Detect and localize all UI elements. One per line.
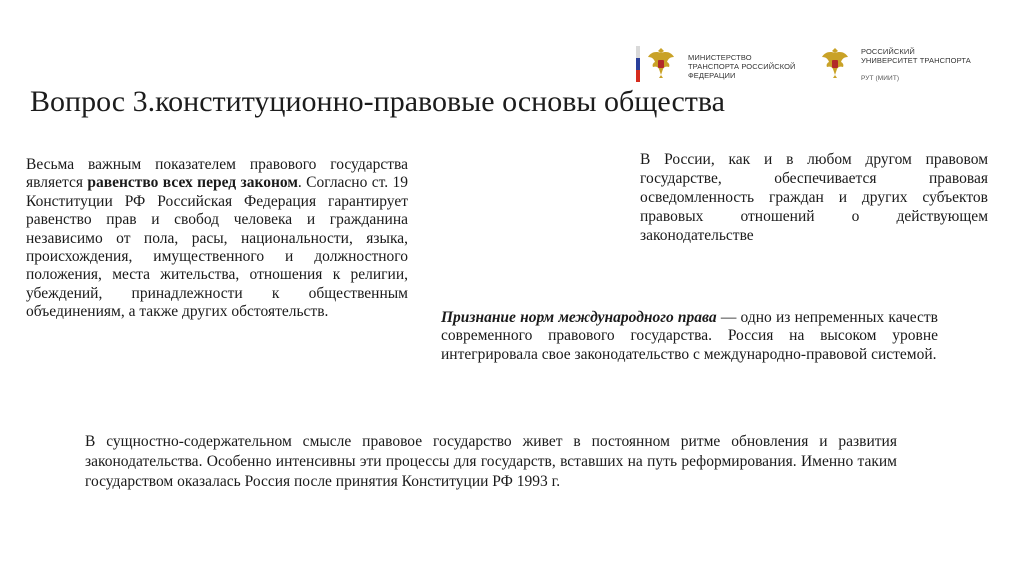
university-logo-name: РОССИЙСКИЙ УНИВЕРСИТЕТ ТРАНСПОРТА xyxy=(861,47,971,65)
awareness-paragraph: В России, как и в любом другом правовом государстве, обеспечивается правовая осведомленность граждан и других субъектов правовых отношений о действующем законодательстве xyxy=(640,151,988,244)
equality-text-start: Весьма важным показателем правового государства является xyxy=(26,156,408,192)
ministry-emblem-icon xyxy=(646,45,676,81)
equality-text-end: . Согласно ст. 19 Конституции РФ Российская Федерация гарантирует равенство прав и свобод человека и гражданина независимо от пола, расы, национальности, языка, происхождения, имущественного и должностного положения, места жительства, отношения к религии, убеждений, принадлежности к общественным объединениям, а также других обстоятельств. xyxy=(26,174,408,321)
university-emblem-icon xyxy=(820,45,850,81)
equality-paragraph xyxy=(26,156,408,322)
essence-paragraph: В сущностно-содержательном смысле правовое государство живет в постоянном ритме обновления и развития законодательства. Особенно интенсивны эти процессы для государств, вставших на путь реформирования. Именно таким государством оказалась Россия после принятия Конституции РФ 1993 г. xyxy=(85,433,897,490)
university-logo-sub: РУТ (МИИТ) xyxy=(861,75,900,82)
slide-title: Вопрос 3.конституционно-правовые основы общества xyxy=(30,85,725,118)
russian-flag-icon xyxy=(636,46,640,82)
ministry-logo-text: МИНИСТЕРСТВО ТРАНСПОРТА РОССИЙСКОЙ ФЕДЕРАЦИИ xyxy=(688,53,796,80)
university-logo-text xyxy=(861,47,971,83)
equality-bold-phrase: равенство всех перед законом xyxy=(87,174,298,192)
international-bold-phrase: Признание норм международного права xyxy=(441,309,717,326)
international-text: — одно из непременных качеств современного правового государства. Россия на высоком уровне интегрировала свое законодательство с международно-правовой системой. xyxy=(441,309,938,363)
international-law-paragraph xyxy=(441,309,938,364)
